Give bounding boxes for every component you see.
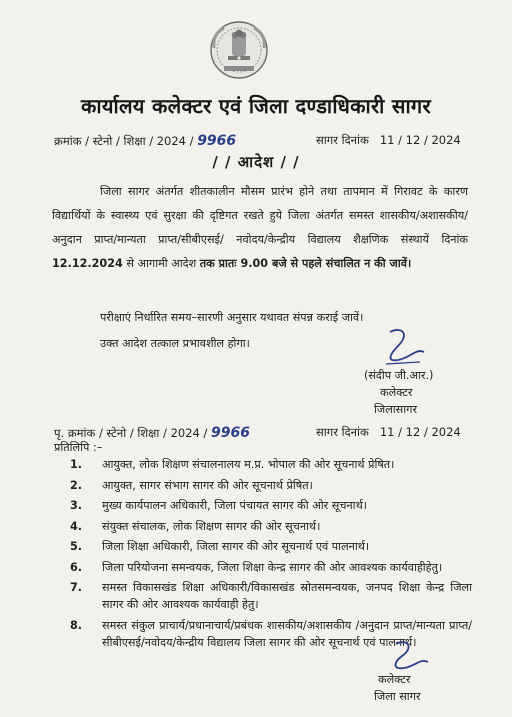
signatory2-designation: कलेक्टर [378, 673, 411, 686]
order-text-part1: जिला सागर अंतर्गत शीतकालीन मौसम प्रारंभ होने तथा तापमान में गिरावट के कारण विद्यार्थियों के स्वास्थ्य एवं सुरक्षा की दृष्टिगत रखते हुये जिला अंतर्गत समस्त शासकीय/अशासकीय/अनुदान प्राप्त/मान्यता प्राप्त/सीबीएसई/ नवोदय/केन्द्रीय विद्यालय शैक्षणिक संस्थायें दिनांक [52, 185, 468, 246]
signatory-name: (संदीप जी.आर.) [364, 369, 434, 382]
copy-date-value: 11 / 12 / 2024 [379, 425, 461, 439]
ref-number-handwritten: 9966 [197, 133, 237, 149]
list-item: 8. समस्त संकुल प्राचार्य/प्रधानाचार्य/प्रबंधक शासकीय/अशासकीय /अनुदान प्राप्त/मान्यता प्राप्त/सीबीएसई/नवोदय/केन्द्रीय विद्यालय जिला सागर की ओर सूचनार्थ एवं पालनार्थ। [70, 618, 472, 649]
list-item: 2. आयुक्त, सागर संभाग सागर की ओर सूचनार्थ प्रेषित। [70, 478, 313, 492]
place-date-label: सागर दिनांक [316, 133, 369, 147]
signature-scribble-icon [384, 640, 432, 676]
copy-label: प्रतिलिपि :– [54, 441, 103, 454]
order-title: / / आदेश / / [212, 153, 300, 171]
list-item: 7. समस्त विकासखंड शिक्षा अधिकारी/विकासखंड स्रोतसमन्वयक, जनपद शिक्षा केन्द्र जिला सागर की ओर आवश्यक कार्यवाही हेतु। [70, 581, 472, 611]
effective-paragraph: उक्त आदेश तत्काल प्रभावशील होगा। [100, 337, 250, 350]
state-emblem-icon [204, 20, 274, 86]
list-item: 4. संयुक्त संचालक, लोक शिक्षण सागर की ओर सूचनार्थ। [70, 519, 321, 533]
signatory-designation: कलेक्टर [380, 386, 413, 399]
signatory-office: जिलासागर [374, 403, 418, 416]
exam-paragraph: परीक्षाएं निर्धारित समय–सारणी अनुसार यथावत संपन्न कराई जावें। [100, 311, 364, 324]
ref-number-line [54, 133, 236, 149]
copy-ref-number-label: पृ. क्रमांक / स्टेनो / शिक्षा / 2024 / [54, 426, 208, 440]
order-text-part2: से आगामी आदेश [126, 257, 197, 270]
ref-number-label: क्रमांक / स्टेनो / शिक्षा / 2024 / [54, 134, 194, 148]
signatory2-office: जिला सागर [374, 690, 421, 703]
list-item: 3. मुख्य कार्यपालन अधिकारी, जिला पंचायत सागर की ओर सूचनार्थ। [70, 499, 367, 512]
list-item: 6. जिला परियोजना समन्वयक, जिला शिक्षा केन्द्र सागर की ओर आवश्यक कार्यवाहीहेतु। [70, 560, 443, 574]
ref-date [316, 133, 461, 148]
office-title: कार्यालय कलेक्टर एवं जिला दण्डाधिकारी सागर [81, 94, 431, 118]
copy-ref-number-handwritten: 9966 [211, 425, 250, 441]
copy-ref-number-line [54, 425, 250, 441]
copy-ref-date [316, 425, 461, 440]
date-value: 11 / 12 / 2024 [379, 133, 461, 147]
list-item: 5. जिला शिक्षा अधिकारी, जिला सागर की ओर सूचनार्थ एवं पालनार्थ। [70, 540, 370, 553]
order-paragraph [52, 180, 468, 276]
copy-place-date-label: सागर दिनांक [316, 425, 369, 439]
signature-scribble-icon [380, 326, 428, 370]
list-item: 1. आयुक्त, लोक शिक्षण संचालनालय म.प्र. भोपाल की ओर सूचनार्थ प्रेषित। [70, 458, 395, 471]
order-text-part3: तक प्रातः 9.00 बजे से पहले संचालित न की जावें। [199, 257, 412, 270]
copy-list [48, 456, 472, 654]
order-date: 12.12.2024 [52, 257, 123, 270]
